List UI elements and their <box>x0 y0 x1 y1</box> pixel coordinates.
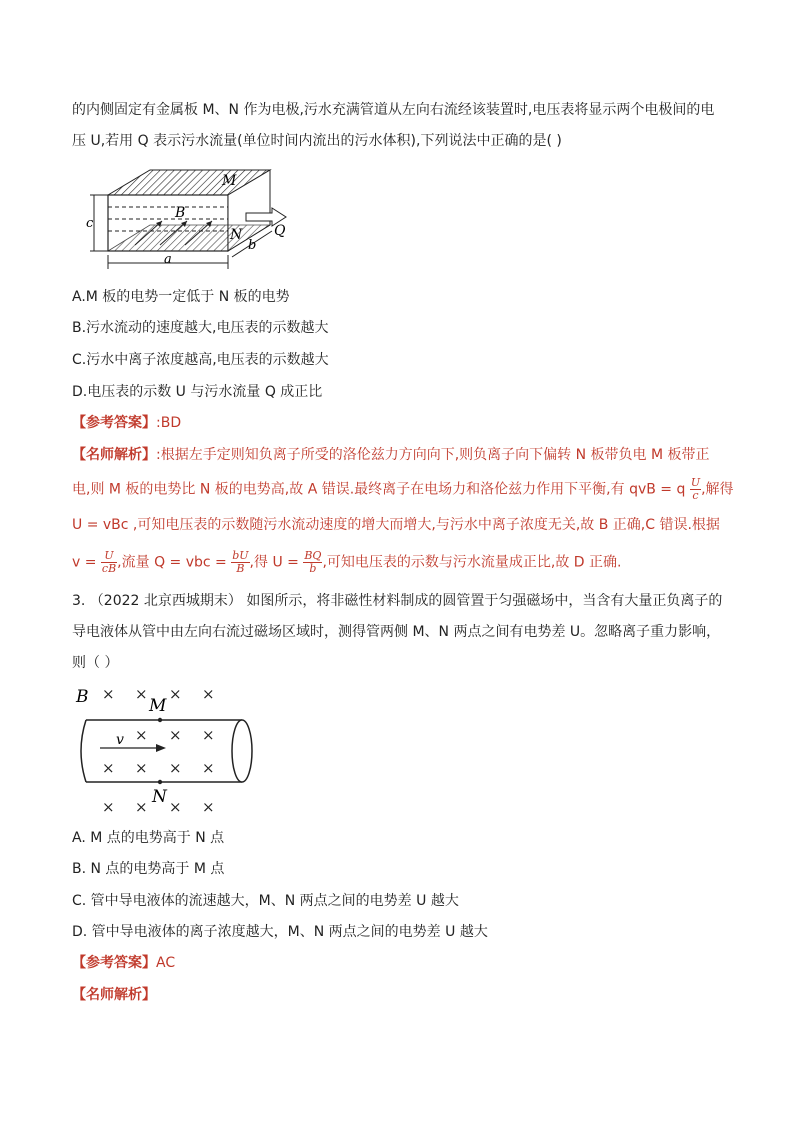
question-text-line: 导电液体从管中由左向右流过磁场区域时，测得管两侧 M、N 两点之间有电势差 U。忽略离子重力影响， <box>72 624 721 640</box>
svg-text:×: × <box>169 798 182 816</box>
label-c: c <box>86 216 94 231</box>
flow-meter-figure <box>80 165 300 277</box>
label-a: a <box>164 252 172 267</box>
label-B: B <box>175 205 186 221</box>
analysis-tag: 【名师解析】 <box>72 447 156 463</box>
answer-line <box>72 413 181 433</box>
question-text-line: 压 U,若用 Q 表示污水流量(单位时间内流出的污水体积),下列说法中正确的是( ) <box>72 133 562 149</box>
fraction-bq-b: $\frac{BQ}{b}$ <box>304 549 322 575</box>
svg-text:×: × <box>135 726 148 744</box>
label-N: N <box>152 787 167 807</box>
svg-text:×: × <box>169 759 182 777</box>
analysis-tag: 【名师解析】 <box>72 987 156 1003</box>
analysis-line <box>72 985 156 1005</box>
question-text-line: 3. （2022 北京西城期末） 如图所示，将非磁性材料制成的圆管置于匀强磁场中，当含有大量正负离子的 <box>72 593 723 609</box>
fraction-u-cb: $\frac{U}{cB}$ <box>101 549 117 575</box>
svg-text:×: × <box>202 726 215 744</box>
svg-text:×: × <box>169 726 182 744</box>
svg-text:×: × <box>169 685 182 703</box>
option-d: D.电压表的示数 U 与污水流量 Q 成正比 <box>72 384 323 400</box>
option-c: C. 管中导电液体的流速越大，M、N 两点之间的电势差 U 越大 <box>72 893 459 909</box>
question-text-line: 的内侧固定有金属板 M、N 作为电极,污水充满管道从左向右流经该装置时,电压表将显示两个电极间的电 <box>72 102 715 118</box>
option-a: A.M 板的电势一定低于 N 板的电势 <box>72 289 290 305</box>
answer-tag: 【参考答案】 <box>72 415 156 431</box>
analysis-line: U = vBc ,可知电压表的示数随污水流动速度的增大而增大,与污水中离子浓度无关,故 B 正确,C 错误.根据 <box>72 517 720 533</box>
label-b: b <box>248 238 257 253</box>
svg-text:×: × <box>135 798 148 816</box>
label-Q: Q <box>274 223 286 239</box>
question-text-line: 则（ ） <box>72 655 119 671</box>
svg-text:×: × <box>202 759 215 777</box>
analysis-text: ,解得 <box>701 481 734 498</box>
answer-line <box>72 953 175 973</box>
tube-magnetic-field-figure <box>72 682 262 818</box>
svg-text:×: × <box>202 685 215 703</box>
fraction-bu-b: $\frac{bU}{B}$ <box>232 549 249 575</box>
svg-text:×: × <box>102 798 115 816</box>
option-b: B. N 点的电势高于 M 点 <box>72 861 225 877</box>
svg-text:×: × <box>135 759 148 777</box>
label-M: M <box>149 696 167 716</box>
fraction-u-c: $\frac{U}{c}$ <box>690 476 701 502</box>
answer-value: AC <box>156 955 176 971</box>
analysis-text: 电,则 M 板的电势比 N 板的电势高,故 A 错误.最终离子在电场力和洛伦兹力作用下平衡,有 qvB = q <box>72 481 686 498</box>
svg-text:×: × <box>202 798 215 816</box>
analysis-line: v = $\frac{U}{cB}$ ,流量 Q = vbc = $\frac{bU}{B}$ ,得 U = $\frac{BQ}{b}$ ,可知电压表的示数与污水流量成正比,故 D 正确. <box>72 549 622 575</box>
svg-text:×: × <box>102 759 115 777</box>
answer-value: :BD <box>156 415 182 431</box>
analysis-text: :根据左手定则知负离子所受的洛伦兹力方向向下,则负离子向下偏转 N 板带负电 M 板带正 <box>156 447 710 463</box>
option-c: C.污水中离子浓度越高,电压表的示数越大 <box>72 352 329 368</box>
option-a: A. M 点的电势高于 N 点 <box>72 830 225 846</box>
svg-text:×: × <box>102 685 115 703</box>
analysis-line <box>72 477 734 502</box>
svg-text:×: × <box>135 685 148 703</box>
label-v: v <box>116 732 124 748</box>
analysis-line <box>72 445 710 465</box>
label-M: M <box>222 173 237 189</box>
label-B: B <box>76 687 89 707</box>
option-d: D. 管中导电液体的离子浓度越大，M、N 两点之间的电势差 U 越大 <box>72 924 488 940</box>
label-N: N <box>230 227 243 243</box>
option-b: B.污水流动的速度越大,电压表的示数越大 <box>72 320 329 336</box>
answer-tag: 【参考答案】 <box>72 955 156 971</box>
